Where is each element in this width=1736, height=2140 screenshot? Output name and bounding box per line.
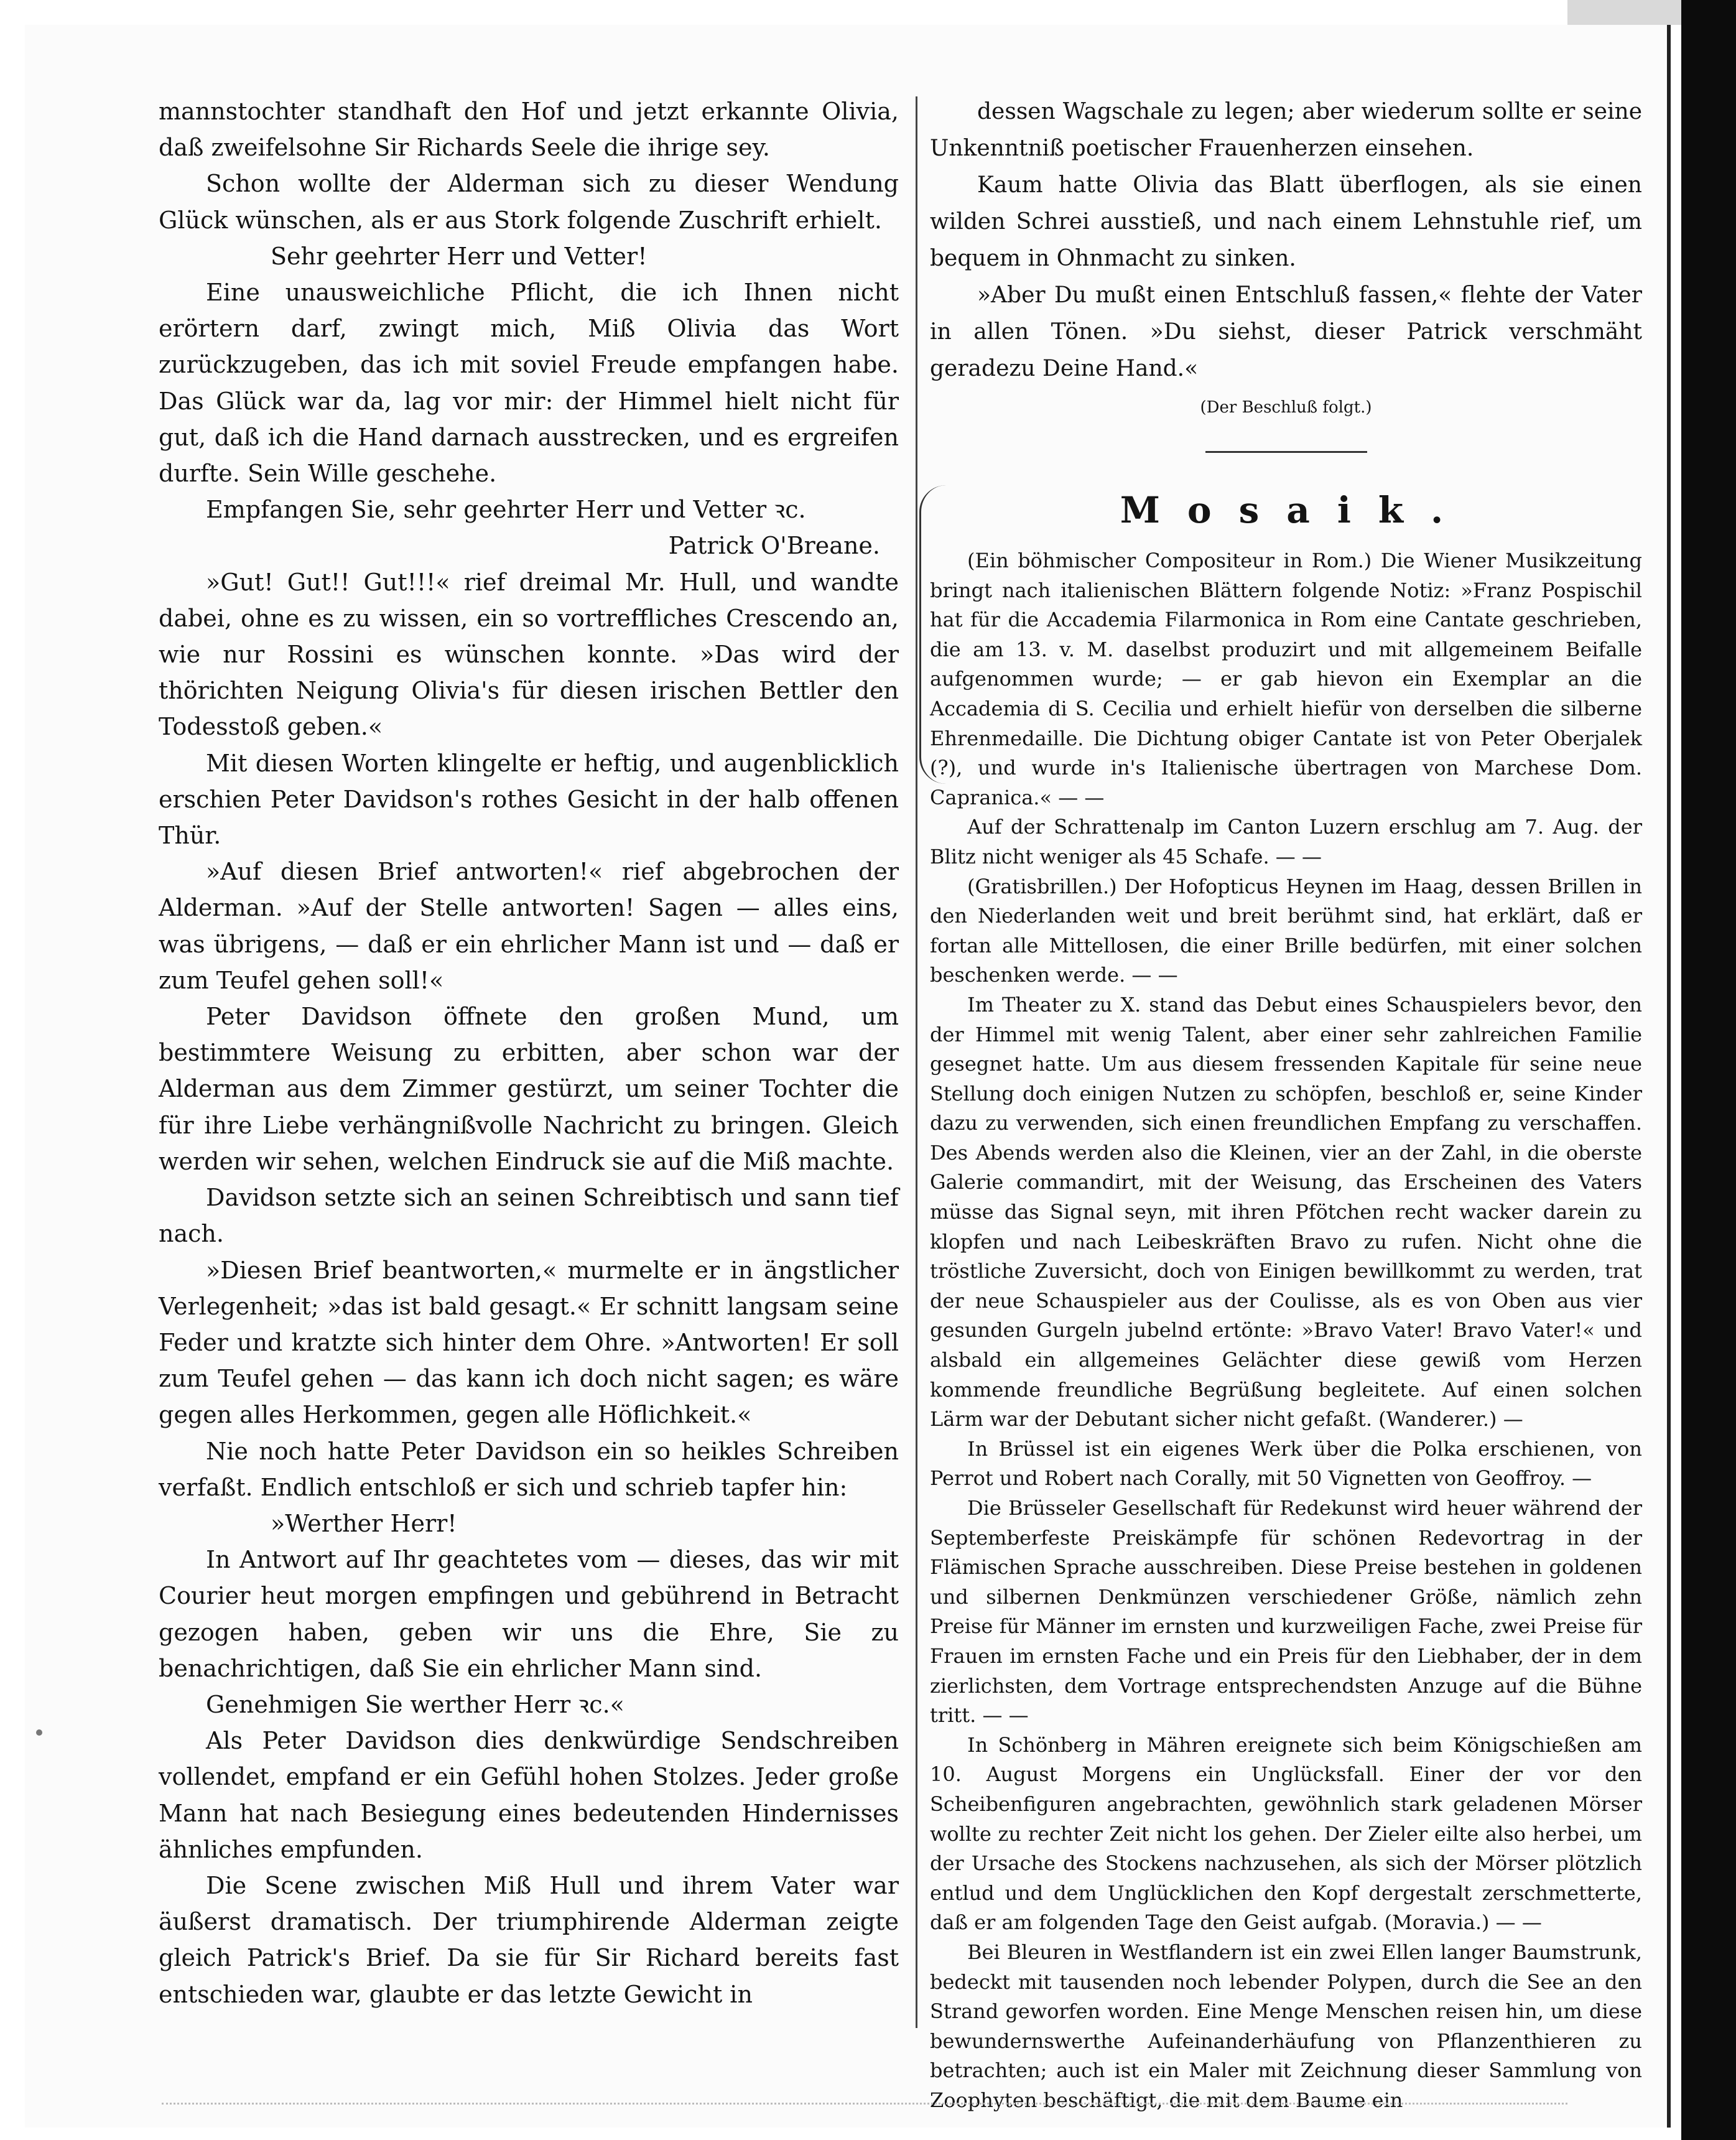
paragraph: Kaum hatte Olivia das Blatt überflogen, als sie einen wilden Schrei ausstieß, und nach einem Lehnstuhle rief, um bequem in Ohnmacht zu sinken. xyxy=(930,172,1642,271)
letter-closing: Empfangen Sie, sehr geehrter Herr und Vetter ꝛc. xyxy=(206,496,806,524)
letter-body: In Antwort auf Ihr geachtetes vom — dieses, das wir mit Courier heut morgen empfingen und gebührend in Betracht gezogen haben, geben wir uns die Ehre, Sie zu benachrichtigen, daß Sie ein ehrlicher Mann sind. xyxy=(159,1546,899,1682)
paragraph: Die Scene zwischen Miß Hull und ihrem Vater war äußerst dramatisch. Der triumphirende Alderman zeigte gleich Patrick's Brief. Da sie für Sir Richard bereits fast entschieden war, glaubte er das letzte Gewicht in xyxy=(159,1871,899,2008)
paragraph: Als Peter Davidson dies denkwürdige Sendschreiben vollendet, empfand er ein Gefühl hohen Stolzes. Jeder große Mann hat nach Besiegung eines bedeutenden Hindernisses ähnliches empfunden. xyxy=(159,1727,899,1863)
news-item: In Schönberg in Mähren ereignete sich beim Königschießen am 10. August Morgens ein Unglücksfall. Einer der vor den Scheibenfiguren angebrachten, gewöhnlich stark geladenen Mörser wollte zu rechter Zeit nicht los gehen. Der Zieler eilte also herbei, um der Ursache des Stockens nachzusehen, als sich der Mörser plötzlich entlud und dem Unglücklichen den Kopf dergestalt zerschmetterte, daß er am folgenden Tage den Geist aufgab. (Moravia.) — — xyxy=(930,1733,1642,1935)
paragraph: »Auf diesen Brief antworten!« rief abgebrochen der Alderman. »Auf der Stelle antworten! Sagen — alles eins, was übrigens, — daß er ein ehrlicher Mann ist und — daß er zum Teufel gehen soll!« xyxy=(159,858,899,994)
paragraph: »Aber Du mußt einen Entschluß fassen,« flehte der Vater in allen Tönen. »Du siehst, dieser Patrick verschmäht geradezu Deine Hand.« xyxy=(930,282,1642,381)
left-column xyxy=(159,93,899,2012)
mosaic-section xyxy=(930,546,1642,2115)
paragraph: Peter Davidson öffnete den großen Mund, um bestimmtere Weisung zu erbitten, aber schon war der Alderman aus dem Zimmer gestürzt, um seiner Tochter die für ihre Liebe verhängnißvolle Nachricht zu bringen. Gleich werden wir sehen, welchen Eindruck sie auf die Miß machte. xyxy=(159,1003,899,1175)
separator-rule xyxy=(1205,451,1367,453)
news-item: Bei Bleuren in Westflandern ist ein zwei Ellen langer Baumstrunk, bedeckt mit tausenden noch lebender Polypen, durch die See an den Strand geworfen worden. Eine Menge Menschen reisen hin, um diese bewundernswerthe Aufeinanderhäufung von Pflanzenthieren zu betrachten; auch ist ein Maler mit Zeichnung dieser Sammlung von Zoophyten beschäftigt, die mit dem Baume ein xyxy=(930,1940,1642,2112)
right-column xyxy=(930,93,1642,2115)
news-item: In Brüssel ist ein eigenes Werk über die Polka erschienen, von Perrot und Robert nach Corally, mit 50 Vignetten von Geoffroy. — xyxy=(930,1436,1642,1491)
letter-closing: Genehmigen Sie werther Herr ꝛc.« xyxy=(206,1690,624,1718)
paragraph: dessen Wagschale zu legen; aber wiederum sollte er seine Unkenntniß poetischer Frauenherzen einsehen. xyxy=(930,99,1642,161)
column-divider xyxy=(916,96,917,2028)
scan-speck xyxy=(36,1729,42,1736)
scan-edge-right xyxy=(1681,0,1736,2140)
scan-bottom-edge xyxy=(162,2103,1567,2110)
paragraph: mannstochter standhaft den Hof und jetzt erkannte Olivia, daß zweifelsohne Sir Richards Seele die ihrige sey. xyxy=(159,98,899,162)
news-item: Im Theater zu X. stand das Debut eines Schauspielers bevor, den der Himmel mit wenig Talent, aber einer sehr zahlreichen Familie gesegnet hatte. Um aus diesem fressenden Kapitale für seine neue Stellung doch einigen Nutzen zu schöpfen, beschloß er, seine Kinder dazu zu verwenden, sich einen freundlichen Empfang zu verschaffen. Des Abends werden also die Kleinen, vier an der Zahl, in die oberste Galerie commandirt, mit der Weisung, das Erscheinen des Vaters müsse das Signal seyn, mit ihren Pfötchen recht wacker darein zu klopfen und nach Leibeskräften Bravo zu rufen. Nicht ohne die tröstliche Zuversicht, doch von Einigen bewillkommt zu werden, trat der neue Schauspieler aus der Coulisse, als es von Oben aus vier gesunden Gurgeln jubelnd ertönte: »Bravo Vater! Bravo Vater!« und alsbald ein allgemeines Gelächter diese gewiß vom Herzen kommende freundliche Begrüßung begleitete. Auf einen solchen Lärm war der Debutant sicher nicht gefaßt. (Wanderer.) — xyxy=(930,992,1642,1431)
paragraph: Schon wollte der Alderman sich zu dieser Wendung Glück wünschen, als er aus Stork folgende Zuschrift erhielt. xyxy=(159,170,899,234)
continuation-note: (Der Beschluß folgt.) xyxy=(1200,398,1372,417)
news-item: Auf der Schrattenalp im Canton Luzern erschlug am 7. Aug. der Blitz nicht weniger als 45 Schafe. — — xyxy=(930,815,1642,868)
paragraph: Davidson setzte sich an seinen Schreibtisch und sann tief nach. xyxy=(159,1184,899,1248)
paragraph: »Diesen Brief beantworten,« murmelte er in ängstlicher Verlegenheit; »das ist bald gesagt.« Er schnitt langsam seine Feder und kratzte sich hinter dem Ohre. »Antworten! Er soll zum Teufel gehen — das kann ich doch nicht sagen; es wäre gegen alles Herkommen, gegen alle Höflichkeit.« xyxy=(159,1256,899,1429)
news-item: (Gratisbrillen.) Der Hofopticus Heynen im Haag, dessen Brillen in den Niederlanden weit und breit berühmt sind, hat erklärt, daß er fortan alle Mittellosen, die einer Brille bedürfen, mit einer solchen beschenken werde. — — xyxy=(930,874,1642,987)
news-item: (Ein böhmischer Compositeur in Rom.) Die Wiener Musikzeitung bringt nach italienischen Blättern folgende Notiz: »Franz Pospischil hat für die Accademia Filarmonica in Rom eine Cantate geschrieben, die am 13. v. M. daselbst produzirt und mit allgemeinem Beifalle aufgenommen wurde; — er gab hievon ein Exemplar an die Accademia di S. Cecilia und erhielt hiefür von derselben die silberne Ehrenmedaille. Die Dichtung obiger Cantate ist von Peter Oberjalek (?), und wurde in's Italienische übertragen von Marchese Dom. Capranica.« — — xyxy=(930,549,1642,809)
paragraph: »Gut! Gut!! Gut!!!« rief dreimal Mr. Hull, und wandte dabei, ohne es zu wissen, ein so vortreffliches Crescendo an, wie nur Rossini es wünschen konnte. »Das wird der thörichten Neigung Olivia's für diesen irischen Bettler den Todesstoß geben.« xyxy=(159,568,899,741)
scan-edge-top xyxy=(1567,0,1686,25)
letter-salutation: Sehr geehrter Herr und Vetter! xyxy=(271,242,648,270)
section-heading: Mosaik. xyxy=(1120,489,1471,531)
paragraph: Mit diesen Worten klingelte er heftig, und augenblicklich erschien Peter Davidson's rothes Gesicht in der halb offenen Thür. xyxy=(159,749,899,850)
letter-body: Eine unausweichliche Pflicht, die ich Ihnen nicht erörtern darf, zwingt mich, Miß Olivia das Wort zurückzugeben, das ich mit soviel Freude empfangen habe. Das Glück war da, lag vor mir: der Himmel hielt nicht für gut, daß ich die Hand darnach ausstrecken, und es ergreifen durfte. Sein Wille geschehe. xyxy=(159,279,899,488)
letter-salutation: »Werther Herr! xyxy=(271,1509,457,1537)
letter-signature: Patrick O'Breane. xyxy=(668,532,880,560)
paragraph: Nie noch hatte Peter Davidson ein so heikles Schreiben verfaßt. Endlich entschloß er sich und schrieb tapfer hin: xyxy=(159,1437,899,1501)
news-item: Die Brüsseler Gesellschaft für Redekunst wird heuer während der Septemberfeste Preiskämpfe für schönen Redevortrag in der Flämischen Sprache ausschreiben. Diese Preise bestehen in goldenen und silbernen Denkmünzen verschiedener Größe, nämlich zehn Preise für Männer im ernsten und kurzweiligen Fache, zwei Preise für Frauen im ernsten Fache und ein Preis für den Liebhaber, der in dem zierlichsten, dem Vortrage entsprechendsten Anzuge auf die Bühne tritt. — — xyxy=(930,1496,1642,1728)
